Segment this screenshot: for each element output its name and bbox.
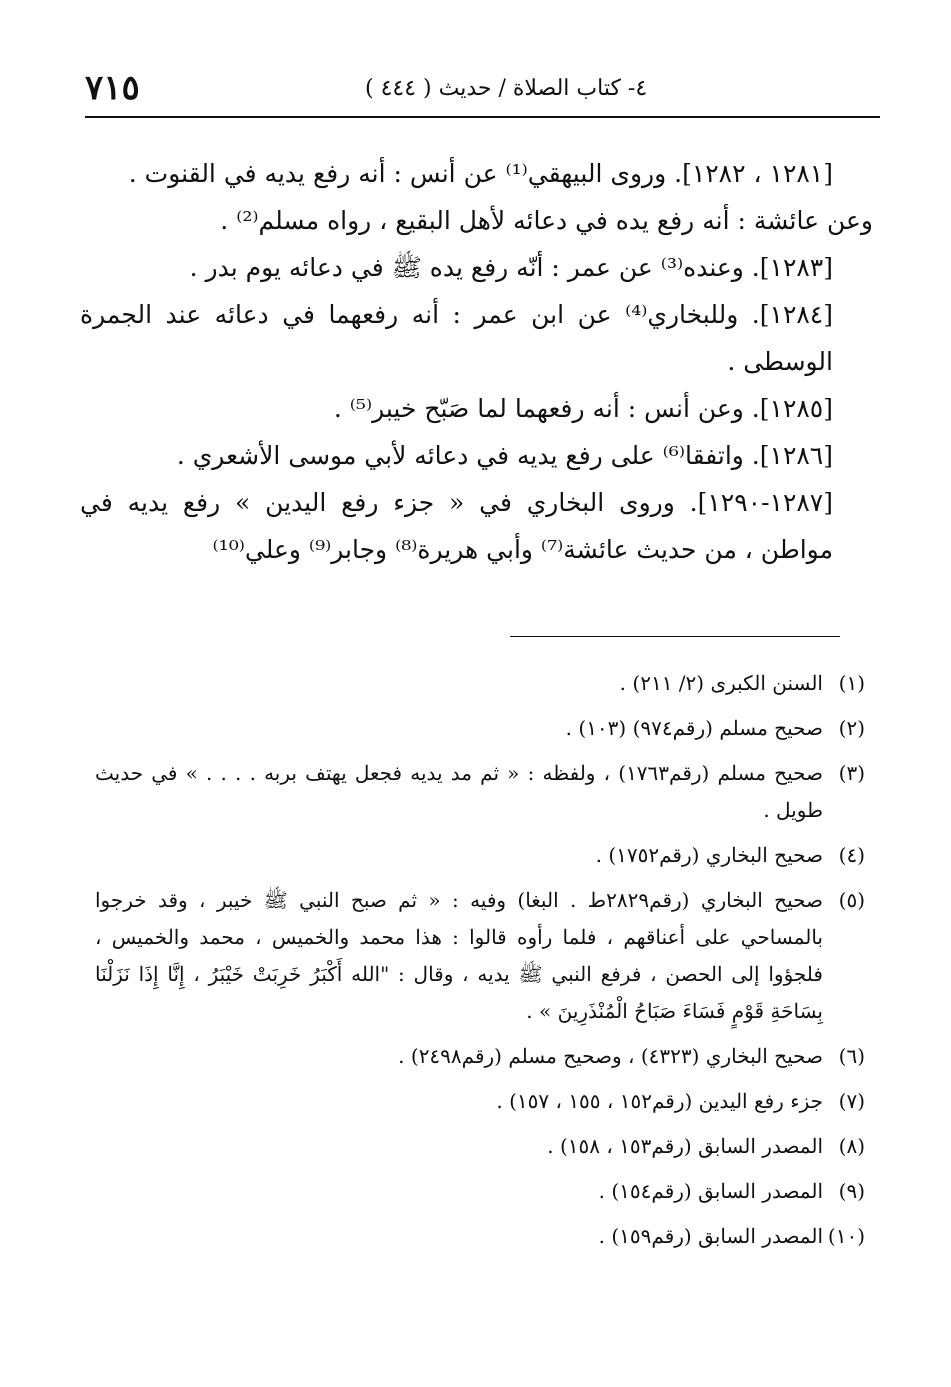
paragraph-1281: [١٢٨١ ، ١٢٨٢]. وروى البيهقي⁽¹⁾ عن أنس : أنه رفع يديه في القنوت . <box>128 159 833 188</box>
footnote <box>95 1038 865 1075</box>
paragraph-1286: [١٢٨٦]. واتفقا⁽⁶⁾ على رفع يديه في دعائه لأبي موسى الأشعري . <box>176 441 833 470</box>
footnotes <box>95 665 865 1263</box>
footnote-number: (٤) <box>838 843 865 867</box>
footnote <box>95 882 865 1030</box>
footnote <box>95 1128 865 1165</box>
footnote-number: (١٠) <box>827 1224 865 1248</box>
footnote-text: السنن الكبرى (٢/ ٢١١) . <box>619 671 823 695</box>
footnote-text: جزء رفع اليدين (رقم١٥٢ ، ١٥٥ ، ١٥٧) . <box>496 1089 823 1113</box>
footnote <box>95 665 865 702</box>
footnote-text: صحيح البخاري (رقم٢٨٢٩ط . البغا) وفيه : « ثم صبح النبي ﷺ خيبر ، وقد خرجوا بالمساحي على أعناقهم ، فلما رأوه قالوا : هذا محمد والخميس ، محمد والخميس ، فلجؤوا إلى الحصن ، فرفع النبي ﷺ يديه ، وقال : "الله أَكْبَرُ خَرِبَتْ خَيْبَرُ ، إِنَّا إِذَا نَزَلْنَا بِسَاحَةِ قَوْمٍ فَسَاءَ صَبَاحُ الْمُنْذَرِينَ » . <box>95 888 824 1023</box>
footnote-number: (٧) <box>838 1089 865 1113</box>
footnote <box>95 1083 865 1120</box>
footnote-text: صحيح البخاري (رقم١٧٥٢) . <box>595 843 823 867</box>
footnote <box>95 837 865 874</box>
footnote-number: (٨) <box>838 1134 865 1158</box>
header-rule <box>85 116 880 118</box>
footnote-text: المصدر السابق (رقم١٥٤) . <box>598 1179 823 1203</box>
footnote-number: (١) <box>838 671 865 695</box>
paragraph-aisha: وعن عائشة : أنه رفع يده في دعائه لأهل البقيع ، رواه مسلم⁽²⁾ . <box>220 206 873 235</box>
paragraph-1287: [١٢٨٧-١٢٩٠]. وروى البخاري في « جزء رفع اليدين » رفع يديه في مواطن ، من حديث عائشة⁽⁷⁾ وأبي هريرة⁽⁸⁾ وجابر⁽⁹⁾ وعلي⁽¹⁰⁾ <box>80 488 833 564</box>
footnote <box>95 1173 865 1210</box>
paragraph-1283: [١٢٨٣]. وعنده⁽³⁾ عن عمر : أنّه رفع يده ﷺ في دعائه يوم بدر . <box>189 253 833 282</box>
footnote-text: المصدر السابق (رقم١٥٩) . <box>598 1224 823 1248</box>
footnote <box>95 710 865 747</box>
page-number: ٧١٥ <box>85 68 140 108</box>
footnote-number: (٥) <box>838 888 865 912</box>
footnote-number: (٢) <box>838 716 865 740</box>
footnote-number: (٩) <box>838 1179 865 1203</box>
footnote <box>95 1218 865 1255</box>
footnote-number: (٣) <box>838 761 865 785</box>
paragraph-1284: [١٢٨٤]. وللبخاري⁽⁴⁾ عن ابن عمر : أنه رفعهما في دعائه عند الجمرة الوسطى . <box>80 300 833 376</box>
footnote <box>95 755 865 829</box>
footnote-text: صحيح مسلم (رقم١٧٦٣) ، ولفظه : « ثم مد يديه فجعل يهتف بربه . . . . » في حديث طويل . <box>95 761 824 822</box>
footnote-text: المصدر السابق (رقم١٥٣ ، ١٥٨) . <box>547 1134 823 1158</box>
footnote-number: (٦) <box>838 1044 865 1068</box>
main-text <box>80 150 873 573</box>
footnote-text: صحيح مسلم (رقم٩٧٤) (١٠٣) . <box>565 716 823 740</box>
footnote-separator <box>510 636 840 637</box>
paragraph-1285: [١٢٨٥]. وعن أنس : أنه رفعهما لما صَبّح خيبر⁽⁵⁾ . <box>333 394 833 423</box>
footnote-text: صحيح البخاري (٤٣٢٣) ، وصحيح مسلم (رقم٢٤٩٨) . <box>398 1044 823 1068</box>
page-header <box>85 66 880 118</box>
running-head: ٤- كتاب الصلاة / حديث ( ٤٤٤ ) <box>365 76 648 101</box>
